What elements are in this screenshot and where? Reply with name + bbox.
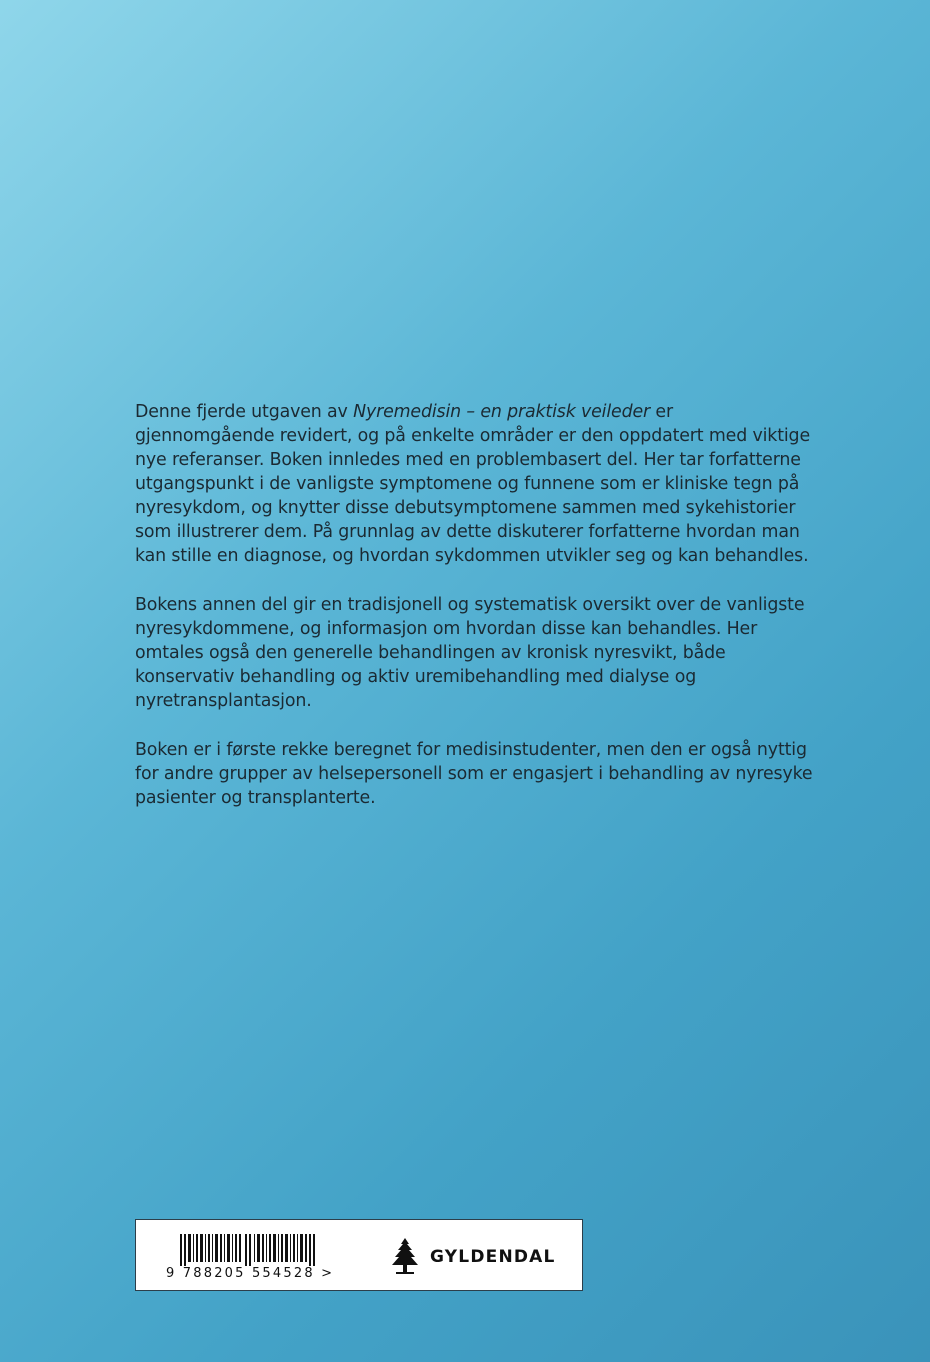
blurb-intro: Denne fjerde utgaven av [135,402,354,422]
tree-icon [390,1238,420,1276]
barcode-panel [135,1219,583,1291]
blurb-paragraph-1 [135,400,815,568]
book-title: Nyremedisin – en praktisk veileder [353,402,651,422]
barcode-icon [166,1234,338,1266]
publisher-logo [390,1238,556,1276]
blurb-paragraph-2: Bokens annen del gir en tradisjonell og systematisk oversikt over de vanligste nyresykdommene, og informasjon om hvordan disse kan behandles. Her omtales også den generelle behandlingen av kronisk nyresvikt, både konservativ behandling og aktiv uremibehandling med dialyse og nyretransplantasjon. [135,595,805,711]
blurb-paragraph-1-rest: er gjennomgående revidert, og på enkelte områder er den oppdatert med viktige nye referanser. Boken innledes med en problembasert del. Her tar forfatterne utgangspunkt i de vanligste symptomene og funnene som er kliniske tegn på nyresykdom, og knytter disse debutsymptomene sammen med sykehistorier som illustrerer dem. På grunnlag av dette diskuterer forfatterne hvordan man kan stille en diagnose, og hvordan sykdommen utvikler seg og kan behandles. [135,402,810,566]
back-cover-blurb [135,400,815,835]
isbn-number: 9 788205 554528 > [166,1266,335,1281]
blurb-paragraph-3: Boken er i første rekke beregnet for medisinstudenter, men den er også nyttig for andre grupper av helsepersonell som er engasjert i behandling av nyresyke pasienter og transplanterte. [135,740,813,808]
publisher-name: GYLDENDAL [430,1247,556,1267]
